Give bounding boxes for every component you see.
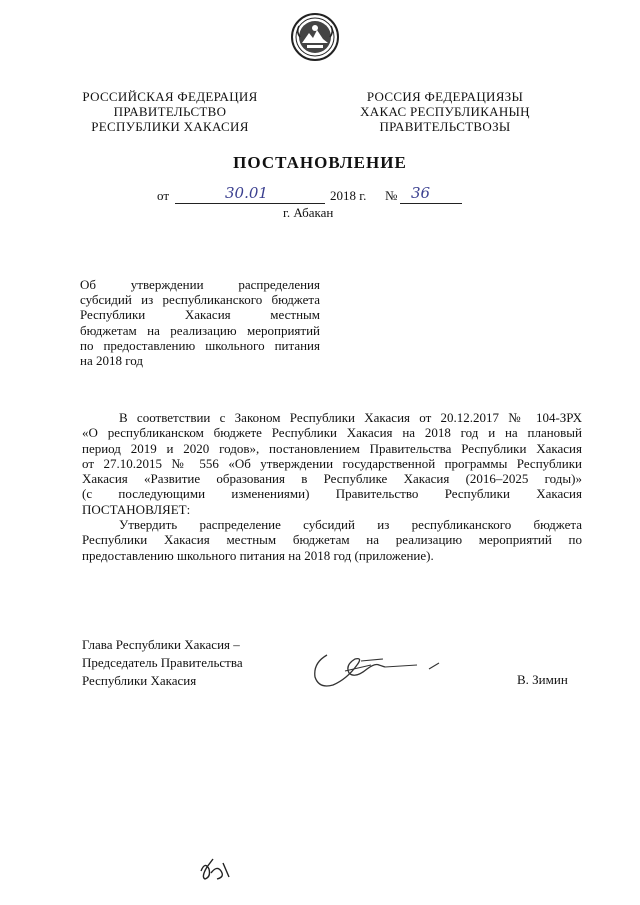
header-left-line-1: РОССИЙСКАЯ ФЕДЕРАЦИЯ (82, 89, 258, 104)
header-right-line-3: ПРАВИТЕЛЬСТВОЗЫ (379, 119, 511, 134)
document-subject (80, 277, 320, 368)
subject-line: бюджетам на реализацию мероприятий (80, 322, 320, 338)
signatory-name: В. Зимин (517, 672, 568, 687)
date-prefix: от (157, 188, 170, 203)
subject-line: Республики Хакасия местным (80, 307, 320, 323)
header-right-line-2: ХАКАС РЕСПУБЛИКАНЫҢ (360, 104, 530, 119)
signatory-position-line: Глава Республики Хакасия – (82, 637, 240, 652)
subject-line: субсидий из республиканского бюджета (80, 292, 320, 308)
number-underline (400, 189, 462, 204)
handwritten-signature-icon (305, 645, 450, 695)
body-line-resolves: ПОСТАНОВЛЯЕТ: (82, 501, 191, 517)
body-line: Утвердить распределение субсидий из республиканского бюджета (119, 517, 582, 533)
header-right-line-1: РОССИЯ ФЕДЕРАЦИЯЗЫ (366, 89, 524, 104)
body-line: период 2019 и 2020 годов», постановлением Правительства Республики Хакасия (82, 440, 582, 456)
document-date: 30.01 (225, 184, 268, 202)
document-year: 2018 г. (330, 188, 367, 203)
body-line: «О республиканском бюджете Республики Хакасия на 2018 год и на плановый (82, 425, 582, 441)
document-city: г. Абакан (283, 205, 334, 220)
body-line: (с последующими изменениями) Правительство Республики Хакасия (82, 486, 582, 502)
body-line: Республики Хакасия местным бюджетам на реализацию мероприятий по (82, 532, 582, 548)
handwritten-mark-icon (195, 853, 235, 885)
body-line: Хакасия «Развитие образования в Республике Хакасия (2016–2025 годы)» (82, 471, 582, 487)
number-sign: № (385, 188, 398, 203)
header-right-block (345, 89, 545, 134)
header-left-block (70, 89, 270, 134)
signatory-position (82, 636, 243, 690)
document-body (82, 410, 582, 563)
header-left-line-3: РЕСПУБЛИКИ ХАКАСИЯ (91, 119, 249, 134)
document-number: 36 (411, 184, 431, 202)
subject-line: на 2018 год (80, 353, 143, 369)
subject-line: по предоставлению школьного питания (80, 337, 320, 353)
coat-of-arms-icon (290, 12, 340, 62)
document-title: ПОСТАНОВЛЕНИЕ (233, 153, 407, 172)
body-line: В соответствии с Законом Республики Хакасия от 20.12.2017 № 104-ЗРХ (119, 410, 582, 425)
signatory-position-line: Республики Хакасия (82, 673, 197, 688)
body-line: предоставлению школьного питания на 2018 год (приложение). (82, 547, 434, 563)
body-line: от 27.10.2015 № 556 «Об утверждении государственной программы Республики (82, 455, 582, 471)
signatory-position-line: Председатель Правительства (82, 655, 243, 670)
header-left-line-2: ПРАВИТЕЛЬСТВО (113, 104, 227, 119)
subject-line: Об утверждении распределения (80, 277, 320, 292)
